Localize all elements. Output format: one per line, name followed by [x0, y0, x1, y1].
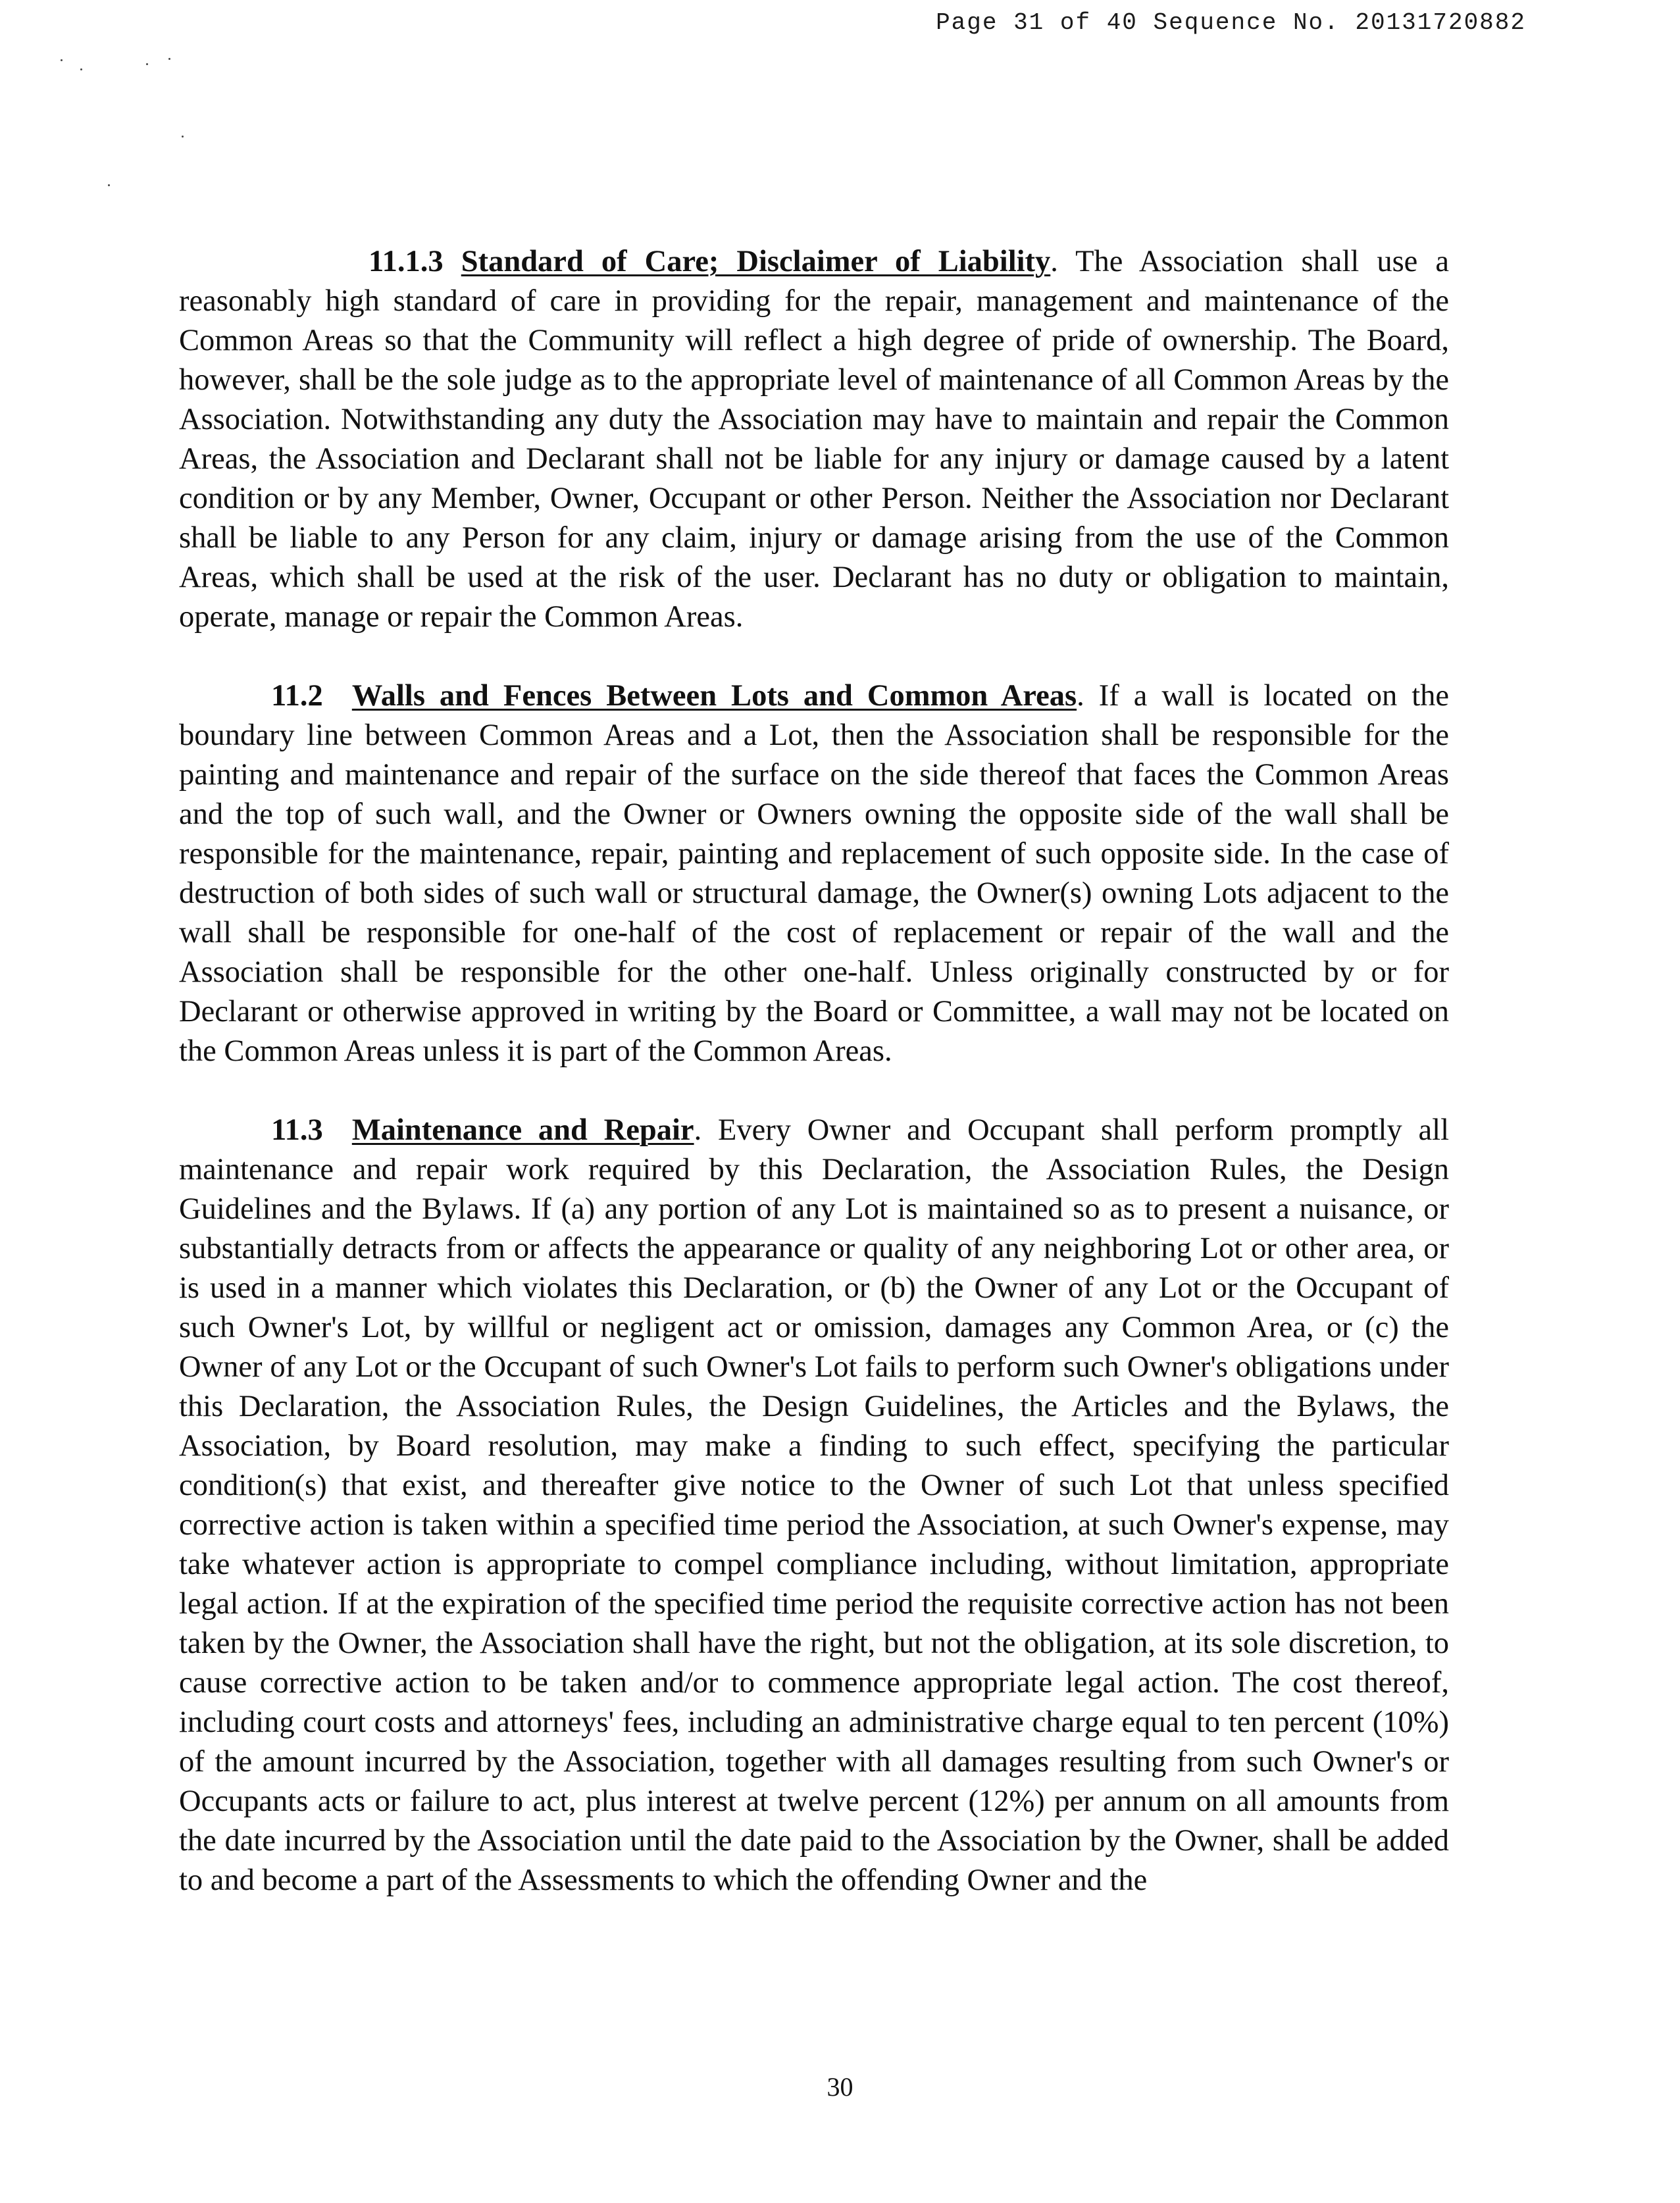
section-title: Maintenance and Repair.: [351, 1113, 702, 1147]
section-number: 11.3: [271, 1113, 323, 1147]
scan-speck: [168, 58, 170, 60]
document-body: [179, 242, 1449, 1940]
section-body: The Association shall use a reasonably high standard of care in providing for the repair, management and maintenance of the Common Areas so that the Community will reflect a high degree of pride of ownership. The Board, however, shall be the sole judge as to the appropriate level of maintenance of all Common Areas by the Association. Notwithstanding any duty the Association may have to maintain and repair the Common Areas, the Association and Declarant shall not be liable for any injury or damage caused by a latent condition or by any Member, Owner, Occupant or other Person. Neither the Association nor Declarant shall be liable to any Person for any claim, injury or damage arising from the use of the Common Areas, which shall be used at the risk of the user. Declarant has no duty or obligation to maintain, operate, manage or repair the Common Areas.: [179, 245, 1449, 634]
section-number: 11.1.3: [369, 245, 444, 278]
scan-speck: [146, 63, 148, 65]
section-number: 11.2: [271, 679, 323, 713]
scan-speck: [182, 136, 184, 138]
scan-speck: [80, 68, 82, 70]
section-paragraph-11-1-3: [179, 242, 1449, 637]
section-paragraph-11-2: [179, 676, 1449, 1071]
section-body: If a wall is located on the boundary line between Common Areas and a Lot, then the Association shall be responsible for the painting and maintenance and repair of the surface on the side thereof that faces the Common Areas and the top of such wall, and the Owner or Owners owning the opposite side of the wall shall be responsible for the maintenance, repair, painting and replacement of such opposite side. In the case of destruction of both sides of such wall or structural damage, the Owner(s) owning Lots adjacent to the wall shall be responsible for one-half of the cost of replacement or repair of the wall and the Association shall be responsible for the other one-half. Unless originally constructed by or for Declarant or otherwise approved in writing by the Board or Committee, a wall may not be located on the Common Areas unless it is part of the Common Areas.: [179, 679, 1449, 1068]
section-paragraph-11-3: [179, 1111, 1449, 1900]
section-title: Standard of Care; Disclaimer of Liability.: [461, 245, 1058, 278]
section-body: Every Owner and Occupant shall perform promptly all maintenance and repair work required by this Declaration, the Association Rules, the Design Guidelines and the Bylaws. If (a) any portion of any Lot is maintained so as to present a nuisance, or substantially detracts from or affects the appearance or quality of any neighboring Lot or other area, or is used in a manner which violates this Declaration, or (b) the Owner of any Lot or the Occupant of such Owner's Lot, by willful or negligent act or omission, damages any Common Area, or (c) the Owner of any Lot or the Occupant of such Owner's Lot fails to perform such Owner's obligations under this Declaration, the Association Rules, the Design Guidelines, the Articles and the Bylaws, the Association, by Board resolution, may make a finding to such effect, specifying the particular condition(s) that exist, and thereafter give notice to the Owner of such Lot that unless specified corrective action is taken within a specified time period the Association, at such Owner's expense, may take whatever action is appropriate to compel compliance including, without limitation, appropriate legal action. If at the expiration of the specified time period the requisite corrective action has not been taken by the Owner, the Association shall have the right, but not the obligation, at its sole discretion, to cause corrective action to be taken and/or to commence appropriate legal action. The cost thereof, including court costs and attorneys' fees, including an administrative charge equal to ten percent (10%) of the amount incurred by the Association, together with all damages resulting from such Owner's or Occupants acts or failure to act, plus interest at twelve percent (12%) per annum on all amounts from the date incurred by the Association until the date paid to the Association by the Owner, shall be added to and become a part of the Assessments to which the offending Owner and the: [179, 1113, 1449, 1897]
page-sequence-stamp: Page 31 of 40 Sequence No. 20131720882: [936, 9, 1526, 36]
page-number: 30: [827, 2072, 853, 2102]
section-title: Walls and Fences Between Lots and Common Areas.: [351, 679, 1084, 713]
scan-speck: [61, 59, 63, 61]
scan-speck: [108, 184, 110, 186]
